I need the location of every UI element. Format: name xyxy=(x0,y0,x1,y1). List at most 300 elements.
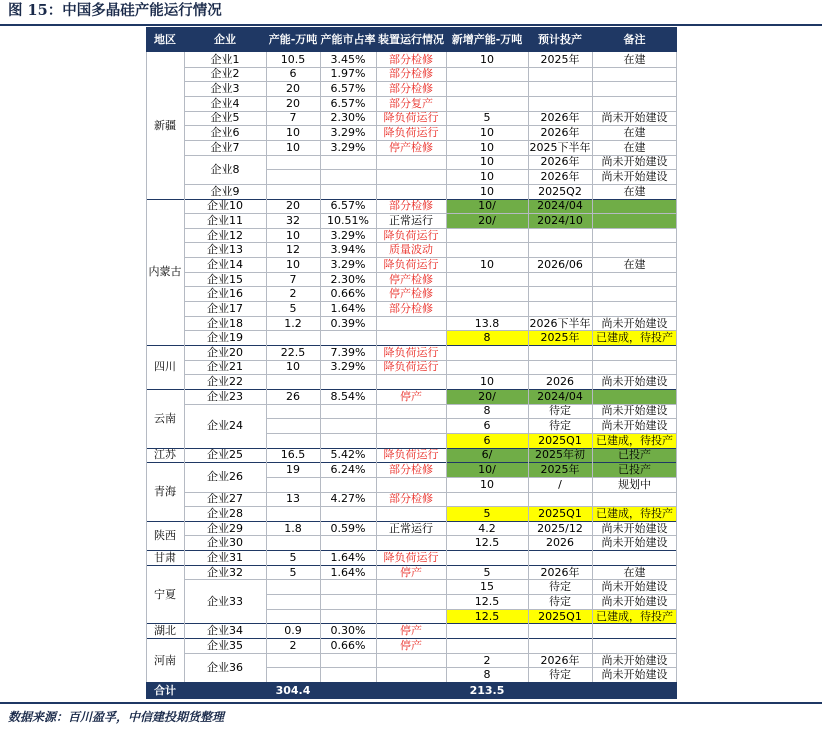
new-capacity-value: 5 xyxy=(446,506,528,521)
market-share-value: 6.57% xyxy=(330,199,366,213)
expected-start-date xyxy=(528,272,592,287)
capacity-value xyxy=(266,184,320,199)
expected-start-date xyxy=(528,345,592,360)
operation-status: 降负荷运行 xyxy=(383,126,439,140)
bottom-rule xyxy=(0,702,822,704)
expected-start-date xyxy=(528,360,592,375)
column-header: 新增产能-万吨 xyxy=(446,27,528,52)
market-share-value: 0.59% xyxy=(330,521,366,535)
company-name: 企业24 xyxy=(207,419,243,433)
market-share-value: 3.29% xyxy=(330,126,366,140)
row-divider xyxy=(266,609,677,610)
region-divider xyxy=(146,550,677,551)
remark: 尚未开始建设 xyxy=(601,316,668,330)
market-share-value: 0.39% xyxy=(330,316,366,330)
company-name: 企业29 xyxy=(207,521,243,535)
remark xyxy=(592,96,677,111)
company-name: 企业7 xyxy=(210,140,240,154)
remark xyxy=(592,272,677,287)
remark: 规划中 xyxy=(618,477,651,491)
row-divider xyxy=(266,433,677,434)
row-divider xyxy=(184,535,677,536)
expected-start-date: 2025年 xyxy=(528,462,592,477)
company-name: 企业11 xyxy=(207,213,243,227)
row-divider xyxy=(266,418,677,419)
market-share-value: 0.30% xyxy=(330,624,366,638)
row-divider xyxy=(266,169,677,170)
capacity-value: 1.2 xyxy=(284,316,302,330)
new-capacity-value: 10 xyxy=(480,155,494,169)
capacity-table xyxy=(146,27,677,699)
company-name: 企业8 xyxy=(210,162,240,176)
capacity-value: 7 xyxy=(289,272,297,286)
row-divider xyxy=(266,667,677,668)
new-capacity-value: 10 xyxy=(480,52,494,66)
remark xyxy=(592,301,677,316)
expected-start-date: 2024/10 xyxy=(528,213,592,228)
column-header: 地区 xyxy=(146,27,184,52)
expected-start-date: / xyxy=(558,477,562,491)
company-name: 企业22 xyxy=(207,375,243,389)
operation-status xyxy=(376,184,446,199)
operation-status: 停产 xyxy=(400,389,422,403)
remark: 在建 xyxy=(623,52,646,66)
expected-start-date xyxy=(528,286,592,301)
expected-start-date: 2026年 xyxy=(540,170,580,184)
operation-status xyxy=(376,579,446,594)
company-name: 企业4 xyxy=(210,96,240,110)
market-share-value: 1.64% xyxy=(330,301,366,315)
row-divider xyxy=(184,330,677,331)
remark xyxy=(592,492,677,507)
market-share-value: 0.66% xyxy=(330,638,366,652)
expected-start-date: 2026下半年 xyxy=(529,316,591,330)
operation-status: 降负荷运行 xyxy=(383,257,439,271)
expected-start-date xyxy=(528,242,592,257)
expected-start-date: 待定 xyxy=(549,594,571,608)
capacity-value: 2 xyxy=(289,638,297,652)
remark xyxy=(592,286,677,301)
region-label: 江苏 xyxy=(154,448,176,462)
company-name: 企业31 xyxy=(207,550,243,564)
operation-status: 停产检修 xyxy=(389,287,433,301)
company-name: 企业14 xyxy=(207,257,243,271)
operation-status xyxy=(376,404,446,419)
remark: 尚未开始建设 xyxy=(601,580,668,594)
operation-status: 部分检修 xyxy=(389,67,433,81)
region-divider xyxy=(146,389,677,390)
column-header: 产能-万吨 xyxy=(266,27,320,52)
operation-status: 停产 xyxy=(400,565,422,579)
capacity-value: 6 xyxy=(289,67,297,81)
capacity-value xyxy=(266,579,320,594)
capacity-value: 26 xyxy=(286,389,300,403)
top-rule xyxy=(0,24,822,26)
region-divider xyxy=(146,521,677,522)
expected-start-date: 2026年 xyxy=(540,565,580,579)
row-divider xyxy=(184,213,677,214)
market-share-value: 3.29% xyxy=(330,228,366,242)
company-name: 企业34 xyxy=(207,624,243,638)
market-share-value xyxy=(320,579,376,594)
expected-start-date: 2025年 xyxy=(540,52,580,66)
column-header: 备注 xyxy=(592,27,677,52)
column-divider xyxy=(528,52,529,682)
row-divider xyxy=(184,360,677,361)
market-share-value xyxy=(320,404,376,419)
new-capacity-value: 8 xyxy=(483,404,491,418)
capacity-value: 5 xyxy=(289,565,297,579)
market-share-value: 2.30% xyxy=(330,111,366,125)
new-capacity-value: 13.8 xyxy=(474,316,500,330)
capacity-value: 7 xyxy=(289,111,297,125)
column-divider xyxy=(266,52,267,682)
remark: 在建 xyxy=(623,126,646,140)
region-label: 云南 xyxy=(154,411,176,425)
company-name: 企业2 xyxy=(210,67,240,81)
operation-status: 停产检修 xyxy=(389,272,433,286)
market-share-value: 6.57% xyxy=(330,96,366,110)
remark xyxy=(592,550,677,565)
region-label: 宁夏 xyxy=(154,587,176,601)
expected-start-date: 2024/04 xyxy=(528,199,592,214)
expected-start-date xyxy=(528,67,592,82)
expected-start-date xyxy=(528,301,592,316)
market-share-value: 3.29% xyxy=(330,257,366,271)
operation-status xyxy=(376,374,446,389)
expected-start-date: 2026年 xyxy=(540,111,580,125)
new-capacity-value: 10 xyxy=(480,184,494,198)
market-share-value xyxy=(320,374,376,389)
market-share-value xyxy=(320,155,376,170)
remark xyxy=(592,360,677,375)
capacity-value: 13 xyxy=(286,492,300,506)
new-capacity-value xyxy=(446,272,528,287)
column-divider xyxy=(184,52,185,682)
new-capacity-value xyxy=(446,286,528,301)
market-share-value: 7.39% xyxy=(330,345,366,359)
capacity-value: 5 xyxy=(289,301,297,315)
market-share-value xyxy=(320,184,376,199)
region-label: 湖北 xyxy=(154,624,176,638)
remark: 在建 xyxy=(623,184,646,198)
remark: 已建成，待投产 xyxy=(592,433,677,448)
row-divider xyxy=(184,228,677,229)
operation-status: 降负荷运行 xyxy=(383,448,439,462)
market-share-value: 5.42% xyxy=(330,448,366,462)
row-divider xyxy=(184,111,677,112)
expected-start-date xyxy=(528,623,592,638)
column-divider xyxy=(146,52,147,682)
market-share-value: 3.29% xyxy=(330,140,366,154)
expected-start-date: 2025年 xyxy=(528,330,592,345)
company-name: 企业1 xyxy=(210,52,240,66)
company-name: 企业32 xyxy=(207,565,243,579)
operation-status: 正常运行 xyxy=(389,213,433,227)
column-divider xyxy=(676,52,677,682)
expected-start-date: 2025Q1 xyxy=(528,506,592,521)
expected-start-date xyxy=(528,492,592,507)
capacity-value: 32 xyxy=(286,213,300,227)
new-capacity-value: 10 xyxy=(480,170,494,184)
expected-start-date: 2026 xyxy=(546,375,574,389)
remark xyxy=(592,67,677,82)
expected-start-date xyxy=(528,638,592,653)
company-name: 企业12 xyxy=(207,228,243,242)
column-divider xyxy=(376,52,377,682)
operation-status xyxy=(376,506,446,521)
column-header: 产能市占率 xyxy=(320,27,376,52)
market-share-value xyxy=(320,506,376,521)
company-name: 企业20 xyxy=(207,345,243,359)
row-divider xyxy=(184,67,677,68)
expected-start-date: 2026年 xyxy=(540,155,580,169)
company-name: 企业30 xyxy=(207,536,243,550)
new-capacity-value xyxy=(446,638,528,653)
new-capacity-value: 5 xyxy=(483,565,491,579)
operation-status: 正常运行 xyxy=(389,521,433,535)
region-label: 陕西 xyxy=(154,528,176,542)
capacity-value xyxy=(266,653,320,668)
data-source-note: 数据来源：百川盈孚，中信建投期货整理 xyxy=(8,710,225,724)
column-divider xyxy=(320,52,321,682)
operation-status xyxy=(376,316,446,331)
column-header: 预计投产 xyxy=(528,27,592,52)
capacity-value: 1.8 xyxy=(284,521,302,535)
expected-start-date: 待定 xyxy=(549,668,571,682)
remark: 尚未开始建设 xyxy=(601,594,668,608)
operation-status: 部分检修 xyxy=(389,82,433,96)
remark xyxy=(592,345,677,360)
row-divider xyxy=(184,155,677,156)
remark xyxy=(592,228,677,243)
company-name: 企业6 xyxy=(210,126,240,140)
operation-status: 停产 xyxy=(400,624,422,638)
remark: 已投产 xyxy=(592,462,677,477)
new-capacity-value: 12.5 xyxy=(446,609,528,624)
capacity-value: 20 xyxy=(286,82,300,96)
operation-status xyxy=(376,653,446,668)
new-capacity-value: 8 xyxy=(483,668,491,682)
region-divider xyxy=(146,462,677,463)
column-divider xyxy=(446,52,447,682)
new-capacity-value: 6 xyxy=(483,419,491,433)
region-label: 甘肃 xyxy=(154,550,176,564)
row-divider xyxy=(184,316,677,317)
remark: 在建 xyxy=(623,257,646,271)
expected-start-date xyxy=(528,228,592,243)
capacity-value: 10 xyxy=(286,228,300,242)
new-capacity-value xyxy=(446,81,528,96)
new-capacity-value xyxy=(446,96,528,111)
new-capacity-value: 20/ xyxy=(446,389,528,404)
capacity-value xyxy=(266,535,320,550)
company-name: 企业5 xyxy=(210,111,240,125)
expected-start-date: 待定 xyxy=(549,419,571,433)
region-divider xyxy=(146,565,677,566)
total-label: 合计 xyxy=(146,682,184,699)
new-capacity-value: 20/ xyxy=(446,213,528,228)
region-label: 内蒙古 xyxy=(148,265,182,279)
operation-status xyxy=(376,330,446,345)
operation-status: 质量波动 xyxy=(389,243,433,257)
capacity-value: 10 xyxy=(286,360,300,374)
row-divider xyxy=(184,286,677,287)
capacity-value: 0.9 xyxy=(284,624,302,638)
new-capacity-value xyxy=(446,228,528,243)
capacity-value: 5 xyxy=(289,550,297,564)
capacity-value: 16.5 xyxy=(280,448,306,462)
operation-status: 降负荷运行 xyxy=(383,550,439,564)
capacity-value: 12 xyxy=(286,243,300,257)
expected-start-date: 2025/12 xyxy=(537,521,583,535)
operation-status: 停产检修 xyxy=(389,140,433,154)
company-name: 企业9 xyxy=(210,184,240,198)
column-header: 企业 xyxy=(184,27,266,52)
expected-start-date: 待定 xyxy=(549,580,571,594)
market-share-value: 0.66% xyxy=(330,287,366,301)
new-capacity-value: 2 xyxy=(483,653,491,667)
operation-status: 降负荷运行 xyxy=(383,360,439,374)
row-divider xyxy=(184,301,677,302)
row-divider xyxy=(184,257,677,258)
expected-start-date: 2025年初 xyxy=(528,448,592,463)
remark: 在建 xyxy=(623,565,646,579)
company-name: 企业3 xyxy=(210,82,240,96)
expected-start-date: 2026年 xyxy=(540,653,580,667)
region-label: 河南 xyxy=(154,653,176,667)
total-capacity: 304.4 xyxy=(266,682,320,699)
capacity-value: 2 xyxy=(289,287,297,301)
expected-start-date: 2026/06 xyxy=(537,257,583,271)
new-capacity-value: 10 xyxy=(480,140,494,154)
operation-status: 部分检修 xyxy=(389,463,433,477)
market-share-value: 10.51% xyxy=(327,213,369,227)
operation-status: 部分检修 xyxy=(389,301,433,315)
row-divider xyxy=(184,579,677,580)
expected-start-date: 待定 xyxy=(549,404,571,418)
company-name: 企业13 xyxy=(207,243,243,257)
remark: 已建成，待投产 xyxy=(592,330,677,345)
new-capacity-value: 4.2 xyxy=(478,521,496,535)
operation-status: 部分复产 xyxy=(389,96,433,110)
region-divider xyxy=(146,623,677,624)
company-name: 企业18 xyxy=(207,316,243,330)
new-capacity-value: 15 xyxy=(480,580,494,594)
row-divider xyxy=(266,477,677,478)
new-capacity-value: 6/ xyxy=(446,448,528,463)
expected-start-date: 2025下半年 xyxy=(529,140,591,154)
operation-status: 部分检修 xyxy=(389,492,433,506)
remark: 尚未开始建设 xyxy=(601,170,668,184)
row-divider xyxy=(184,374,677,375)
company-name: 企业19 xyxy=(207,331,243,345)
capacity-value: 10 xyxy=(286,140,300,154)
market-share-value: 8.54% xyxy=(330,389,366,403)
remark xyxy=(592,638,677,653)
company-name: 企业28 xyxy=(207,506,243,520)
row-divider xyxy=(184,272,677,273)
new-capacity-value: 8 xyxy=(446,330,528,345)
remark: 已建成，待投产 xyxy=(592,506,677,521)
remark: 尚未开始建设 xyxy=(601,155,668,169)
remark: 尚未开始建设 xyxy=(601,653,668,667)
new-capacity-value xyxy=(446,345,528,360)
remark: 尚未开始建设 xyxy=(601,404,668,418)
operation-status: 降负荷运行 xyxy=(383,345,439,359)
remark: 尚未开始建设 xyxy=(601,375,668,389)
column-divider xyxy=(592,52,593,682)
region-divider xyxy=(146,199,677,200)
market-share-value: 1.97% xyxy=(330,67,366,81)
total-row xyxy=(146,682,677,699)
market-share-value: 3.29% xyxy=(330,360,366,374)
market-share-value: 6.57% xyxy=(330,82,366,96)
remark xyxy=(592,623,677,638)
company-name: 企业10 xyxy=(207,199,243,213)
market-share-value: 1.64% xyxy=(330,550,366,564)
expected-start-date: 2025Q1 xyxy=(528,433,592,448)
market-share-value: 6.24% xyxy=(330,463,366,477)
new-capacity-value: 5 xyxy=(483,111,491,125)
company-name: 企业25 xyxy=(207,448,243,462)
expected-start-date: 2024/04 xyxy=(528,389,592,404)
capacity-value: 20 xyxy=(286,96,300,110)
operation-status: 部分检修 xyxy=(389,52,433,66)
column-header: 装置运行情况 xyxy=(376,27,446,52)
operation-status: 停产 xyxy=(400,638,422,652)
remark xyxy=(592,213,677,228)
new-capacity-value: 6 xyxy=(446,433,528,448)
new-capacity-value: 10 xyxy=(480,126,494,140)
operation-status: 降负荷运行 xyxy=(383,111,439,125)
region-label: 新疆 xyxy=(154,118,176,132)
remark xyxy=(592,81,677,96)
capacity-value: 10.5 xyxy=(280,52,306,66)
region-divider xyxy=(146,345,677,346)
new-capacity-value: 10 xyxy=(480,257,494,271)
row-divider xyxy=(266,594,677,595)
remark: 尚未开始建设 xyxy=(601,419,668,433)
new-capacity-value xyxy=(446,492,528,507)
row-divider xyxy=(184,404,677,405)
capacity-value xyxy=(266,506,320,521)
new-capacity-value xyxy=(446,550,528,565)
company-name: 企业26 xyxy=(207,470,243,484)
remark: 已投产 xyxy=(592,448,677,463)
operation-status: 部分检修 xyxy=(389,199,433,213)
new-capacity-value: 10/ xyxy=(446,199,528,214)
remark xyxy=(592,199,677,214)
row-divider xyxy=(184,96,677,97)
market-share-value: 4.27% xyxy=(330,492,366,506)
capacity-value: 19 xyxy=(286,463,300,477)
capacity-value xyxy=(266,155,320,170)
remark xyxy=(592,389,677,404)
operation-status xyxy=(376,535,446,550)
market-share-value xyxy=(320,653,376,668)
row-divider xyxy=(184,140,677,141)
expected-start-date xyxy=(528,81,592,96)
new-capacity-value xyxy=(446,242,528,257)
company-name: 企业36 xyxy=(207,660,243,674)
new-capacity-value: 10 xyxy=(480,477,494,491)
region-divider xyxy=(146,638,677,639)
operation-status: 降负荷运行 xyxy=(383,228,439,242)
operation-status xyxy=(376,155,446,170)
capacity-value: 20 xyxy=(286,199,300,213)
capacity-value xyxy=(266,404,320,419)
